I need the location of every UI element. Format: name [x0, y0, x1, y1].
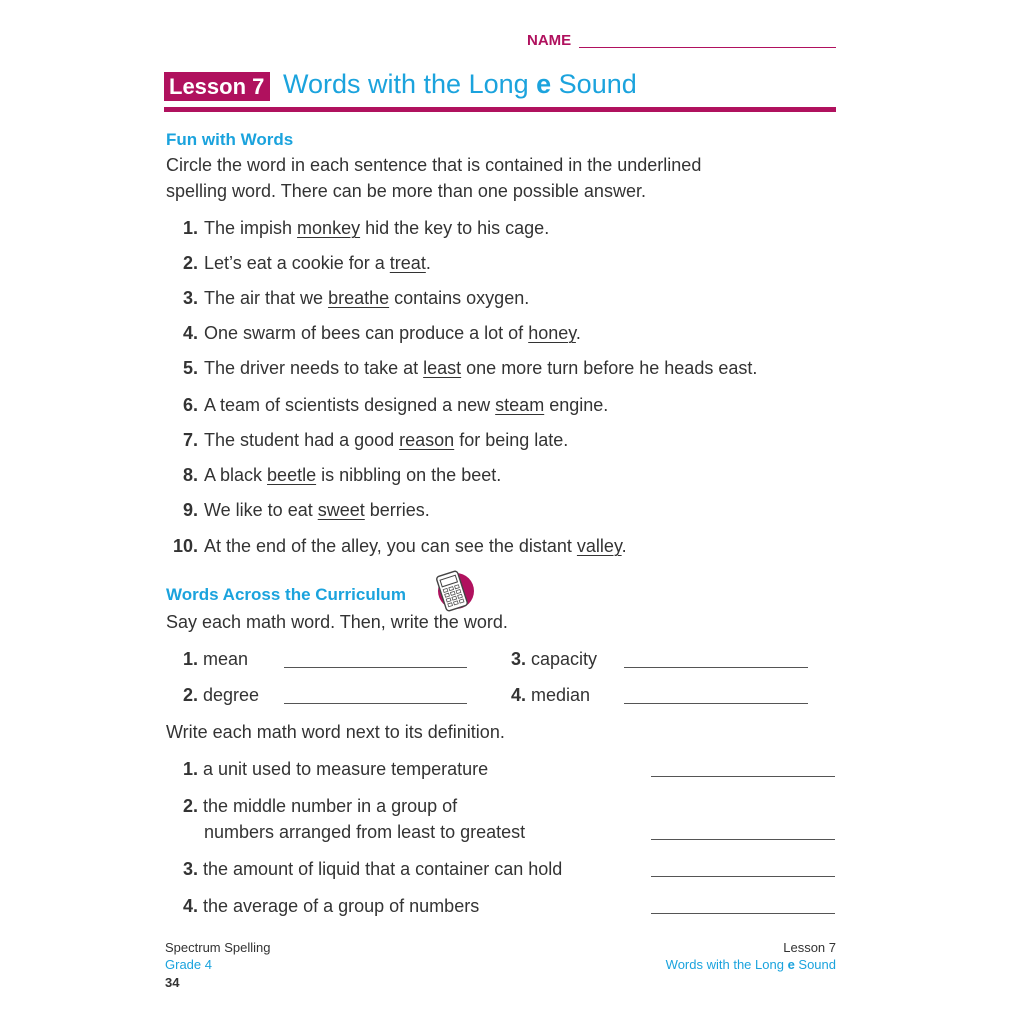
footer-book: Spectrum Spelling — [165, 940, 271, 955]
item-number: 3. — [182, 859, 198, 879]
math-word: degree — [203, 685, 260, 705]
sentence-item — [170, 217, 549, 239]
write-word-blank[interactable] — [624, 703, 808, 704]
footer-title-text: Words with the Long — [665, 957, 788, 972]
item-number: 9. — [182, 500, 198, 520]
definition-item — [170, 895, 479, 917]
math-word: median — [531, 685, 591, 705]
definition-text: the amount of liquid that a container can hold — [203, 859, 563, 879]
title-emphasis: e — [536, 69, 552, 99]
definitions-instructions: Write each math word next to its definition. — [166, 722, 505, 742]
sentence-item — [170, 394, 608, 416]
sentence-text: The student had a good — [204, 430, 400, 450]
sentence-text: A black — [204, 465, 268, 485]
item-number: 4. — [182, 896, 198, 916]
item-number: 2. — [182, 796, 198, 816]
item-number: 6. — [182, 395, 198, 415]
sentence-item — [170, 357, 757, 379]
definition-item — [170, 795, 457, 817]
footer-title-text-end: Sound — [794, 957, 836, 972]
definition-text: the average of a group of numbers — [203, 896, 480, 916]
sentence-text-end: one more turn before he heads east. — [461, 358, 758, 378]
math-word-item — [500, 648, 597, 670]
sentence-text-end: engine. — [544, 395, 609, 415]
calculator-icon — [430, 570, 476, 612]
curriculum-instructions: Say each math word. Then, write the word. — [166, 612, 508, 632]
underlined-spelling-word[interactable]: valley — [576, 536, 622, 556]
item-number: 4. — [510, 685, 526, 705]
underlined-spelling-word[interactable]: breathe — [328, 288, 390, 308]
sentence-text: We like to eat — [204, 500, 318, 520]
underlined-spelling-word[interactable]: monkey — [297, 218, 361, 238]
underlined-spelling-word[interactable]: beetle — [267, 465, 317, 485]
page-title — [283, 68, 637, 101]
sentence-text-end: berries. — [364, 500, 430, 520]
sentence-text-end: . — [425, 253, 431, 273]
item-number: 5. — [182, 358, 198, 378]
sentence-text: Let’s eat a cookie for a — [204, 253, 390, 273]
page-number: 34 — [165, 975, 180, 990]
item-number: 7. — [182, 430, 198, 450]
sentence-item — [170, 322, 581, 344]
title-text-end: Sound — [551, 69, 637, 99]
title-rule — [164, 107, 836, 112]
footer-title — [666, 956, 836, 973]
sentence-text: At the end of the alley, you can see the distant — [204, 536, 577, 556]
sentence-text: A team of scientists designed a new — [204, 395, 496, 415]
underlined-spelling-word[interactable]: least — [423, 358, 462, 378]
item-number: 4. — [182, 323, 198, 343]
sentence-text: The air that we — [204, 288, 329, 308]
underlined-spelling-word[interactable]: sweet — [317, 500, 365, 520]
sentence-item — [170, 252, 431, 274]
sentence-item — [170, 287, 529, 309]
footer-title-emphasis: e — [787, 957, 795, 972]
math-word-item — [170, 648, 248, 670]
sentence-text-end: is nibbling on the beet. — [316, 465, 502, 485]
name-field[interactable] — [579, 47, 836, 48]
sentence-text-end: for being late. — [454, 430, 569, 450]
sentence-text-end: . — [621, 536, 627, 556]
definition-answer-blank[interactable] — [651, 839, 835, 840]
sentence-text: The driver needs to take at — [204, 358, 424, 378]
item-number: 3. — [182, 288, 198, 308]
math-word: mean — [203, 649, 249, 669]
write-word-blank[interactable] — [284, 703, 467, 704]
underlined-spelling-word[interactable]: reason — [399, 430, 455, 450]
definition-item — [170, 858, 562, 880]
item-number: 2. — [182, 685, 198, 705]
instructions-line-2: spelling word. There can be more than one possible answer. — [166, 181, 646, 201]
write-word-blank[interactable] — [624, 667, 808, 668]
sentence-item — [170, 535, 627, 557]
sentence-text: The impish — [204, 218, 298, 238]
sentence-item — [170, 464, 501, 486]
definition-answer-blank[interactable] — [651, 913, 835, 914]
definition-item — [170, 758, 488, 780]
sentence-item — [170, 429, 568, 451]
instructions-line-1: Circle the word in each sentence that is contained in the underlined — [166, 155, 702, 175]
write-word-blank[interactable] — [284, 667, 467, 668]
underlined-spelling-word[interactable]: steam — [495, 395, 545, 415]
underlined-spelling-word[interactable]: treat — [389, 253, 426, 273]
footer-grade: Grade 4 — [165, 957, 212, 972]
section-heading-fun-with-words: Fun with Words — [166, 130, 294, 149]
item-number: 10. — [172, 536, 198, 556]
sentence-text-end: hid the key to his cage. — [360, 218, 550, 238]
title-text: Words with the Long — [283, 69, 537, 99]
definition-text: a unit used to measure temperature — [203, 759, 489, 779]
lesson-badge: Lesson 7 — [164, 72, 270, 101]
sentence-text-end: . — [575, 323, 581, 343]
definition-answer-blank[interactable] — [651, 776, 835, 777]
definition-answer-blank[interactable] — [651, 876, 835, 877]
sentence-item — [170, 499, 430, 521]
item-number: 3. — [510, 649, 526, 669]
item-number: 1. — [182, 759, 198, 779]
footer-lesson: Lesson 7 — [783, 940, 836, 955]
definition-text-continued: numbers arranged from least to greatest — [204, 822, 526, 842]
item-number: 8. — [182, 465, 198, 485]
item-number: 1. — [182, 218, 198, 238]
item-number: 2. — [182, 253, 198, 273]
sentence-text-end: contains oxygen. — [389, 288, 530, 308]
item-number: 1. — [182, 649, 198, 669]
underlined-spelling-word[interactable]: honey — [528, 323, 576, 343]
math-word-item — [500, 684, 590, 706]
section-heading-curriculum: Words Across the Curriculum — [166, 585, 406, 604]
math-word-item — [170, 684, 259, 706]
name-label: NAME — [527, 32, 572, 49]
definition-text: the middle number in a group of — [203, 796, 458, 816]
math-word: capacity — [531, 649, 598, 669]
sentence-text: One swarm of bees can produce a lot of — [204, 323, 529, 343]
